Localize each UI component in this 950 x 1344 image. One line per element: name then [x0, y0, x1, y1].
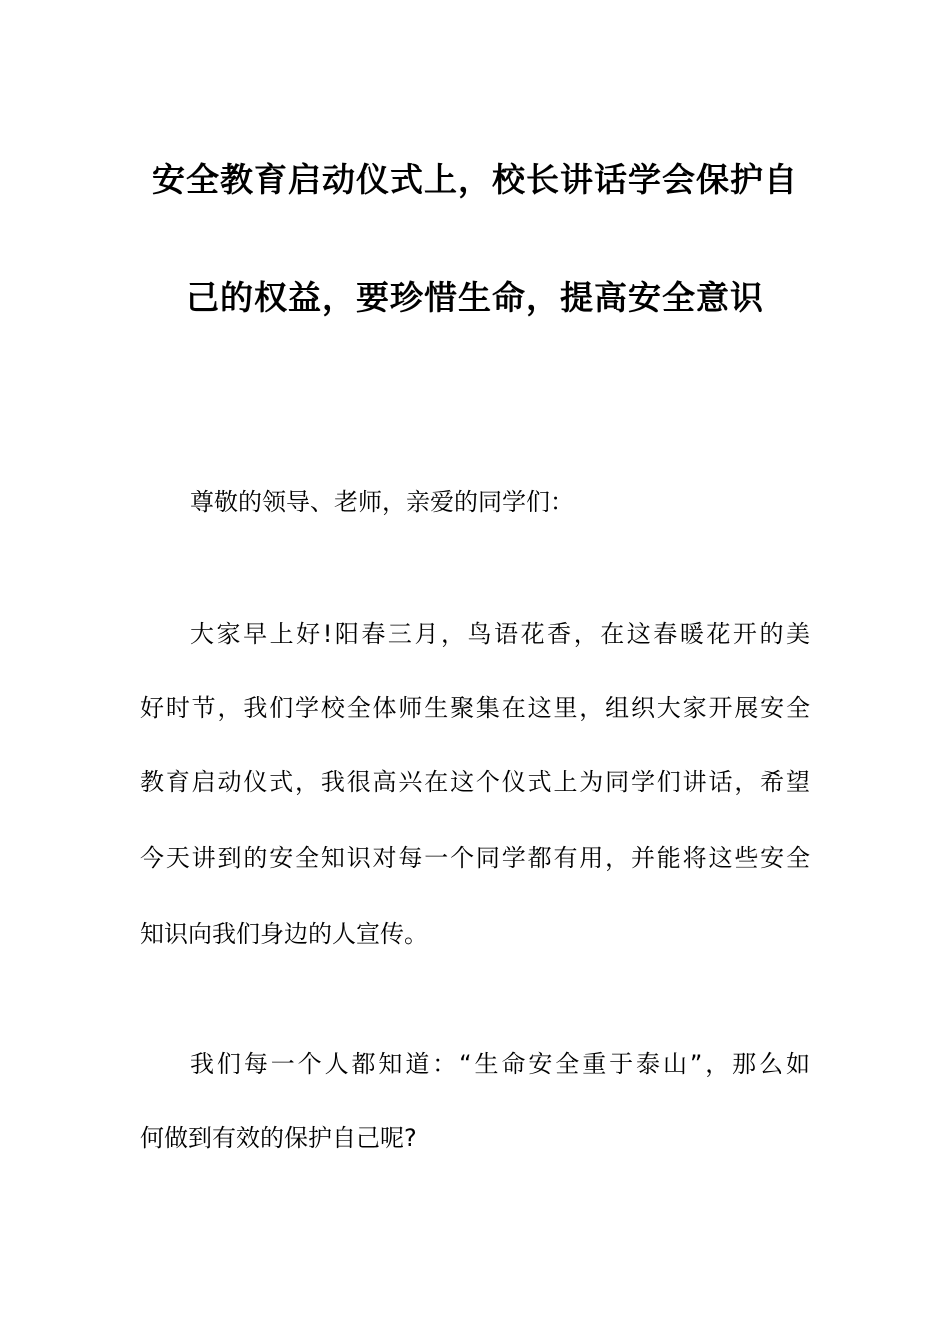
paragraph2-line-2: 何做到有效的保护自己呢? — [140, 1124, 417, 1152]
document-title-line-2: 己的权益，要珍惜生命，提高安全意识 — [186, 278, 764, 317]
document-title-line-1: 安全教育启动仪式上，校长讲话学会保护自 — [152, 160, 798, 199]
paragraph2-line-1: 我们每一个人都知道：“生命安全重于泰山”，那么如 — [190, 1050, 810, 1078]
paragraph1-line-2: 好时节，我们学校全体师生聚集在这里，组织大家开展安全 — [140, 694, 810, 722]
salutation: 尊敬的领导、老师，亲爱的同学们： — [190, 488, 574, 516]
paragraph1-line-5: 知识向我们身边的人宣传。 — [140, 920, 428, 948]
paragraph1-line-3: 教育启动仪式，我很高兴在这个仪式上为同学们讲话，希望 — [140, 768, 810, 796]
paragraph1-line-1: 大家早上好!阳春三月，鸟语花香，在这春暖花开的美 — [190, 620, 810, 648]
paragraph1-line-4: 今天讲到的安全知识对每一个同学都有用，并能将这些安全 — [140, 844, 810, 872]
